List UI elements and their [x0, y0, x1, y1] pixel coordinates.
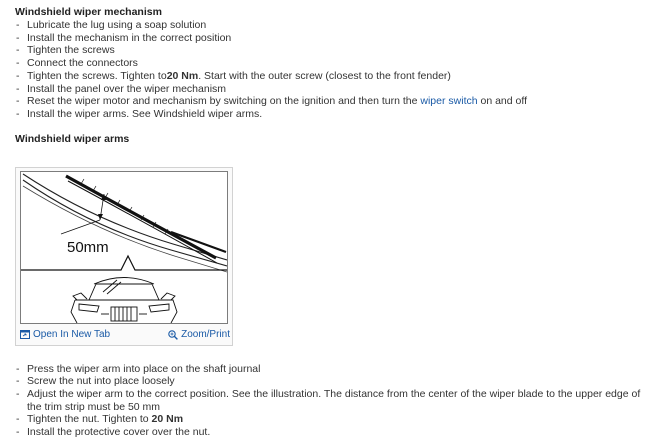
wiper-blade-illustration: [21, 172, 227, 323]
zoom-icon: [168, 330, 178, 340]
open-new-tab-link[interactable]: Open In New Tab: [20, 328, 110, 342]
list-item: - Press the wiper arm into place on the shaft journal: [16, 362, 261, 375]
bullet-dash: -: [16, 44, 20, 57]
bullet-dash: -: [16, 388, 20, 401]
service-document: [15, 6, 643, 439]
bullet-dash: -: [16, 413, 20, 426]
wiper-illustration[interactable]: [20, 171, 228, 324]
bullet-dash: -: [16, 375, 20, 388]
list-item: - Adjust the wiper arm to the correct position. See the illustration. The distance from the center of the wiper blade to the upper edge of the trim strip must be 50 mm: [16, 388, 641, 413]
bullet-dash: -: [16, 362, 20, 375]
wiper-arm-figure: [15, 167, 233, 346]
bullet-dash: -: [16, 95, 20, 108]
list-item: - Tighten the nut. Tighten to 20 Nm: [16, 413, 184, 426]
figure-toolbar: [20, 328, 230, 342]
list-item: - Connect the connectors: [16, 57, 138, 70]
new-tab-icon: [20, 330, 30, 339]
list-item: - Tighten the screws: [16, 44, 115, 57]
measurement-label: 50mm: [67, 238, 109, 256]
torque-value: 20 Nm: [151, 413, 184, 426]
arms-heading: Windshield wiper arms: [15, 132, 130, 145]
bullet-dash: -: [16, 19, 20, 31]
bullet-dash: -: [16, 31, 20, 44]
list-item: - Install the mechanism in the correct position: [16, 31, 232, 44]
bullet-dash: -: [16, 426, 20, 439]
bullet-dash: -: [16, 69, 20, 82]
list-item: - Install the wiper arms. See Windshield wiper arms.: [16, 107, 263, 120]
zoom-print-link[interactable]: Zoom/Print: [168, 328, 230, 342]
torque-value: 20 Nm: [166, 69, 199, 82]
mechanism-heading: Windshield wiper mechanism: [15, 6, 162, 18]
list-item: - Reset the wiper motor and mechanism by switching on the ignition and then turn the wiper switch on and off: [16, 95, 528, 108]
wiper-switch-link[interactable]: wiper switch: [420, 95, 478, 108]
bullet-dash: -: [16, 57, 20, 70]
list-item: - Install the panel over the wiper mechanism: [16, 82, 227, 95]
bullet-dash: -: [16, 107, 20, 120]
arms-steps: [15, 363, 643, 439]
list-item: - Lubricate the lug using a soap solution: [16, 19, 207, 31]
bullet-dash: -: [16, 82, 20, 95]
mechanism-steps: [15, 19, 643, 121]
list-item: - Install the protective cover over the nut.: [16, 426, 211, 439]
list-item: - Tighten the screws. Tighten to20 Nm. Start with the outer screw (closest to the front fender): [16, 69, 451, 82]
list-item: - Screw the nut into place loosely: [16, 375, 175, 388]
